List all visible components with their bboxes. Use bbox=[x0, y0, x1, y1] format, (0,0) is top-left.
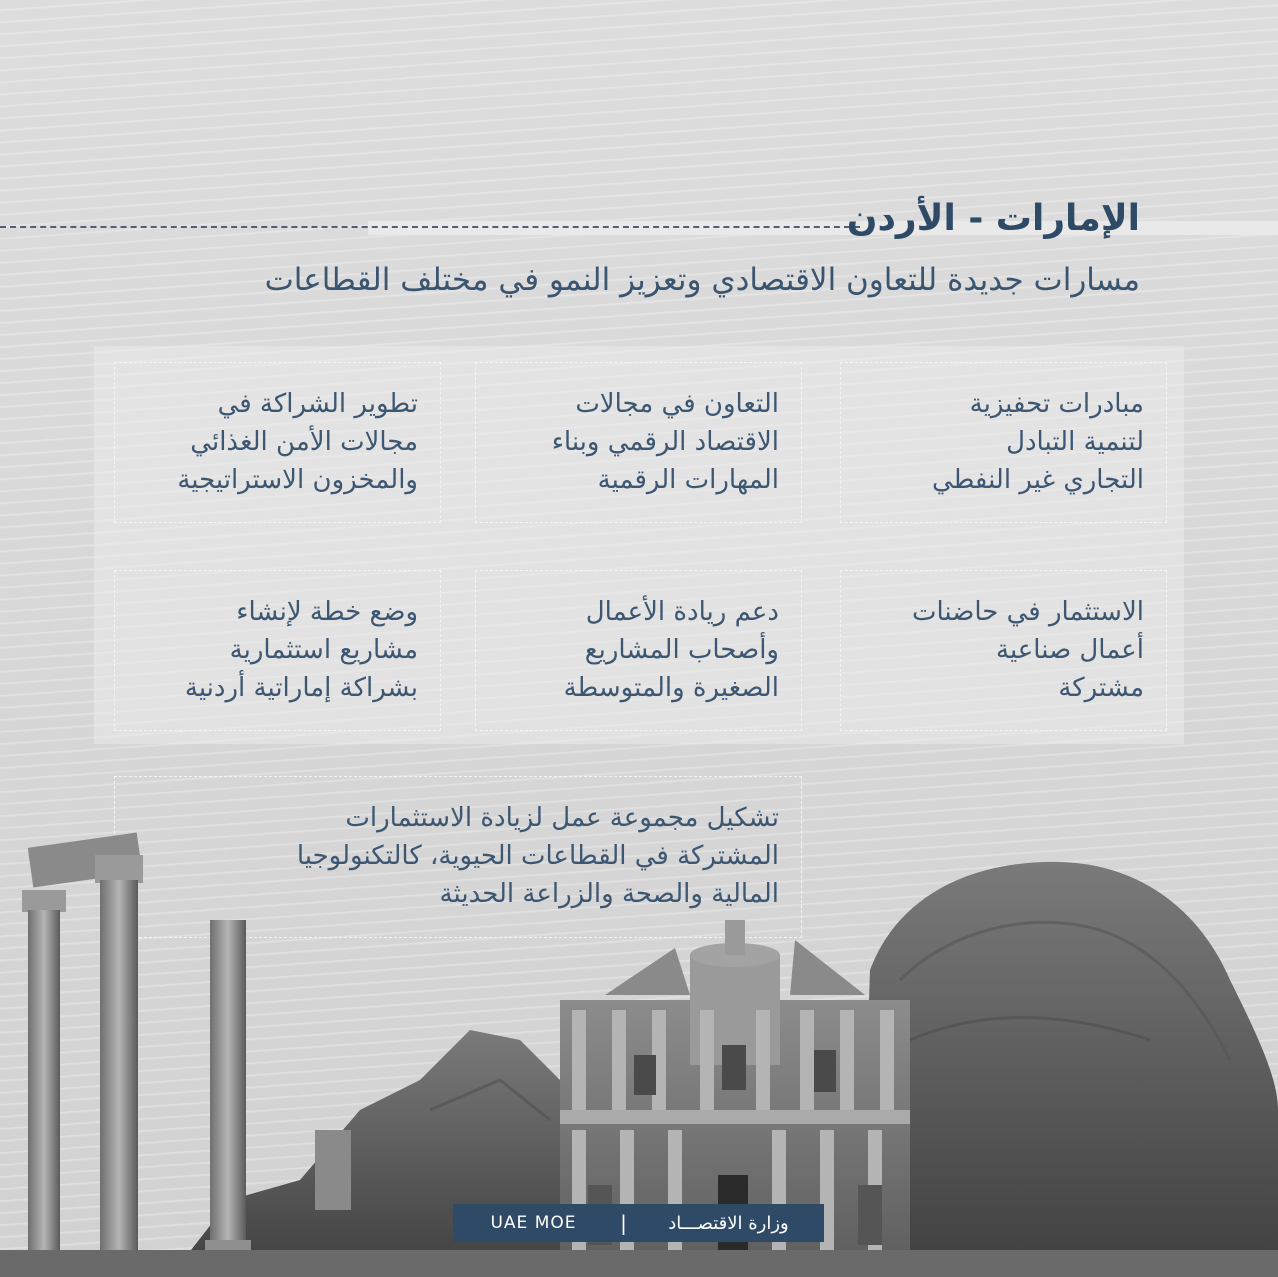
card-entrepreneurship bbox=[475, 570, 802, 731]
card-food-security bbox=[114, 362, 441, 523]
brand-separator: | bbox=[620, 1211, 627, 1235]
card-text: تشكيل مجموعة عمل لزيادة الاستثمارات المشتركة في القطاعات الحيوية، كالتكنولوجيا المالية والصحة والزراعة الحديثة bbox=[296, 803, 779, 909]
dashed-divider bbox=[0, 226, 860, 228]
card-investment-plan bbox=[114, 570, 441, 731]
ground bbox=[0, 1250, 1278, 1277]
brand-en: UAE MOE bbox=[490, 1213, 577, 1233]
title-underline-bar bbox=[368, 221, 1278, 235]
brand-ar: وزارة الاقتصـــاد bbox=[668, 1212, 789, 1234]
page-subtitle: مسارات جديدة للتعاون الاقتصادي وتعزيز النمو في مختلف القطاعات bbox=[264, 262, 1140, 298]
card-text: وضع خطة لإنشاء مشاريع استثمارية بشراكة إماراتية أردنية bbox=[184, 597, 418, 703]
card-digital-economy bbox=[475, 362, 802, 523]
card-text: دعم ريادة الأعمال وأصحاب المشاريع الصغيرة والمتوسطة bbox=[563, 597, 779, 703]
ministry-badge bbox=[453, 1204, 824, 1242]
card-text: التعاون في مجالات الاقتصاد الرقمي وبناء المهارات الرقمية bbox=[551, 389, 779, 495]
card-text: الاستثمار في حاضنات أعمال صناعية مشتركة bbox=[912, 597, 1144, 703]
card-stimulus-initiatives bbox=[840, 362, 1167, 523]
card-text: تطوير الشراكة في مجالات الأمن الغذائي والمخزون الاستراتيجية bbox=[177, 389, 418, 495]
jordan-landmarks-illustration bbox=[0, 780, 1278, 1277]
page-title: الإمارات - الأردن bbox=[846, 198, 1140, 239]
card-text: مبادرات تحفيزية لتنمية التبادل التجاري غير النفطي bbox=[931, 389, 1144, 495]
card-industrial-incubators bbox=[840, 570, 1167, 731]
